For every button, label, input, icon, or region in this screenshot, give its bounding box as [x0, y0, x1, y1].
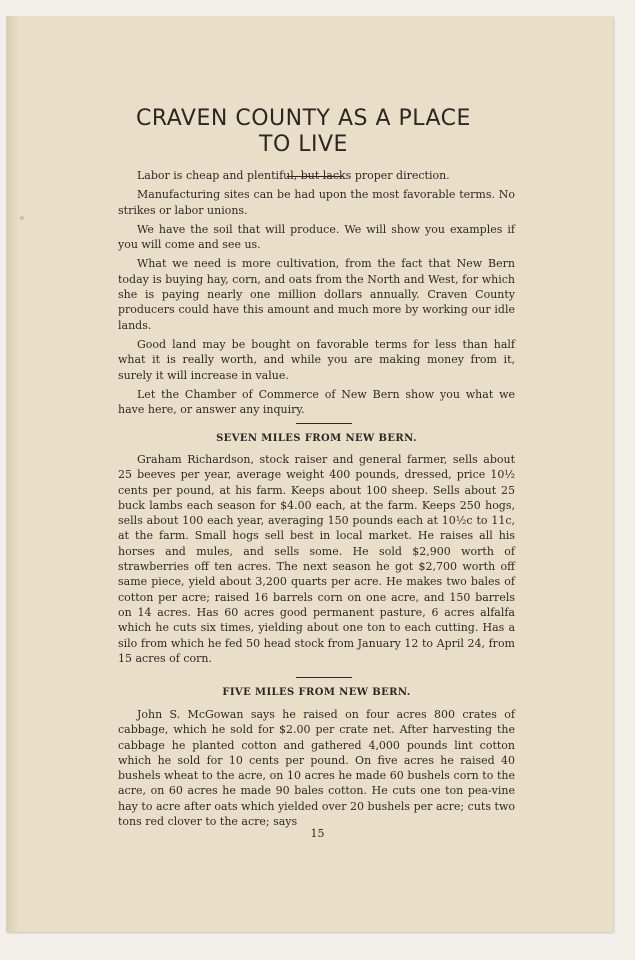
- intro-paragraph: We have the soil that will produce. We will show you examples if you will come and see us.: [118, 222, 515, 252]
- intro-section: [118, 168, 515, 421]
- paper-blemish: [20, 216, 24, 220]
- section-divider: [296, 677, 352, 678]
- intro-paragraph: What we need is more cultivation, from the fact that New Bern today is buying hay, corn, and oats from the North and West, for which she is paying nearly one million dollars annually. Craven County producers could have this amount and much more by working our idle lands.: [118, 257, 515, 332]
- section-heading: SEVEN MILES FROM NEW BERN.: [216, 433, 417, 444]
- section-paragraph: Graham Richardson, stock raiser and general farmer, sells about 25 beeves per year, average weight 400 pounds, dressed, price 10½ cents per pound, at his farm. Keeps about 100 sheep. Sells about 25 buck lambs each season for $4.00 each, at the farm. Keeps 250 hogs, sells about 100 each year, averaging 150 pounds each at 10½c to 11c, at the farm. Small hogs sell best in local market. He raises all his horses and mules, and sells some. He sold $2,900 worth of strawberries off ten acres. The next season he got $2,700 worth off same piece, yield about 3,200 quarts per acre. He makes two bales of cotton per acre; raised 16 barrels corn on one acre, and 150 barrels on 14 acres. Has 60 acres good permanent pasture, 6 acres alfalfa which he cuts six times, yielding about one ton to each cutting. Has a silo from which he fed 50 head stock from January 12 to April 24, from 15 acres of corn.: [118, 453, 515, 665]
- page-number: 15: [310, 827, 325, 840]
- intro-paragraph: Labor is cheap and plentiful, but lacks proper direction.: [137, 169, 450, 182]
- section-paragraph: John S. McGowan says he raised on four acres 800 crates of cabbage, which he sold for $2.00 per crate net. After harvesting the cabbage he planted cotton and gathered 4,000 pounds lint cotton which he sold for 10 cents per pound. On five acres he raised 40 bushels wheat to the acre, on 10 acres he made 60 bushels corn to the acre, on 60 acres he made 90 bales cotton. He cuts one ton pea-vine hay to acre after oats which yielded over 20 bushels per acre; cuts two tons red clover to the acre; says: [118, 708, 515, 829]
- intro-paragraph: Good land may be bought on favorable terms for less than half what it is really worth, and while you are making money from it, surely it will increase in value.: [118, 337, 515, 382]
- section-heading: FIVE MILES FROM NEW BERN.: [222, 687, 411, 698]
- intro-paragraph: Manufacturing sites can be had upon the most favorable terms. No strikes or labor unions.: [118, 188, 515, 217]
- page-title-line-1: CRAVEN COUNTY AS A PLACE: [136, 106, 471, 131]
- intro-paragraph: Let the Chamber of Commerce of New Bern show you what we have here, or answer any inquiry.: [118, 387, 515, 417]
- section-seven-miles: [118, 452, 515, 670]
- page-title-line-2: TO LIVE: [259, 132, 348, 157]
- section-divider: [296, 423, 352, 424]
- section-five-miles: [118, 707, 515, 833]
